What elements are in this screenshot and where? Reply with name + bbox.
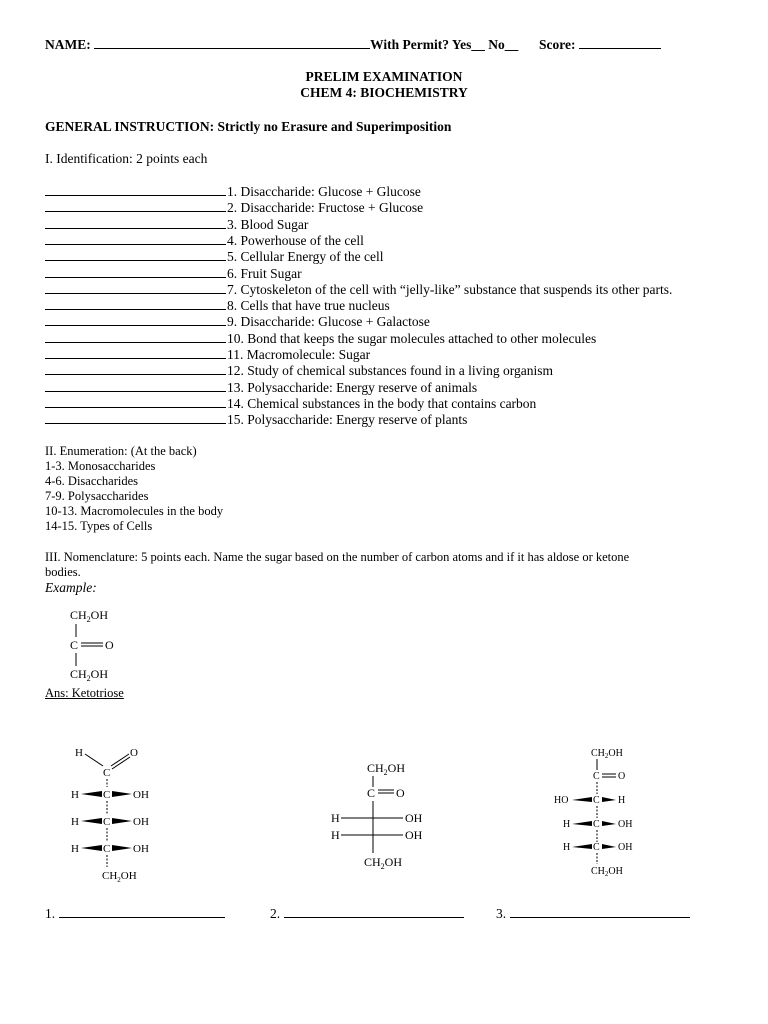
answer-blank[interactable] [45, 217, 226, 229]
identification-item-text: 9. Disaccharide: Glucose + Galactose [227, 314, 430, 330]
identification-item [45, 282, 672, 298]
enumeration-item: 4-6. Disaccharides [45, 474, 139, 488]
identification-item [45, 347, 370, 363]
identification-item [45, 266, 302, 282]
identification-item-text: 15. Polysaccharide: Energy reserve of plants [227, 412, 468, 428]
answer-blank[interactable] [45, 298, 226, 310]
instruction-label: GENERAL INSTRUCTION: [45, 119, 215, 134]
example-label: Example: [45, 580, 97, 595]
identification-item [45, 184, 421, 200]
answer-blank[interactable] [45, 249, 226, 261]
example-ketotriose-structure [60, 603, 140, 683]
identification-item-text: 12. Study of chemical substances found in a living organism [227, 363, 553, 379]
identification-item-text: 4. Powerhouse of the cell [227, 232, 364, 248]
answer-blank[interactable] [45, 347, 226, 359]
enumeration-item: 7-9. Polysaccharides [45, 489, 149, 503]
example-ch2oh-bottom: $CH_2OH$ [70, 667, 109, 683]
nomenclature-heading: III. Nomenclature: 5 points each. Name the sugar based on the number of carbon atoms and if it has aldose or ketone [45, 550, 630, 564]
molecule-2-structure [326, 758, 436, 874]
instruction-text: Strictly no Erasure and Superimposition [217, 119, 452, 134]
example-oxygen: O [105, 638, 114, 652]
mol2-oxygen: O [396, 786, 405, 800]
identification-item-text: 10. Bond that keeps the sugar molecules attached to other molecules [227, 330, 597, 346]
mol3-c5: C [593, 842, 600, 853]
mol1-c2-oh: OH [133, 789, 149, 801]
identification-item [45, 200, 423, 216]
answer-blank[interactable] [45, 363, 226, 375]
enumeration-item: 1-3. Monosaccharides [45, 459, 156, 473]
identification-item-text: 8. Cells that have true nucleus [227, 298, 390, 314]
example-ch2oh-top: $CH_2OH$ [70, 608, 109, 624]
identification-item [45, 217, 308, 233]
mol2-c3-h: H [331, 811, 340, 825]
mol1-c3-oh: OH [133, 816, 149, 828]
course-title: CHEM 4: BIOCHEMISTRY [300, 85, 468, 100]
general-instruction [45, 119, 451, 135]
example-answer: Ans: Ketotriose [45, 686, 124, 700]
mol3-c5-oh: OH [618, 842, 633, 853]
mol1-c3-h: H [71, 816, 79, 828]
identification-item-text: 1. Disaccharide: Glucose + Glucose [227, 184, 421, 199]
mol3-c4: C [593, 819, 600, 830]
mol2-c3-oh: OH [405, 811, 423, 825]
identification-item [45, 380, 477, 396]
answer-blank[interactable] [45, 200, 226, 212]
identification-item [45, 412, 467, 428]
nomenclature-heading-cont: bodies. [45, 565, 81, 579]
enumeration-item: 14-15. Types of Cells [45, 519, 153, 533]
answer-2-label: 2. [270, 906, 281, 921]
mol3-oxygen: O [618, 771, 626, 782]
answer-3 [496, 906, 690, 922]
identification-item-text: 14. Chemical substances in the body that contains carbon [227, 395, 537, 411]
mol1-aldehyde-o: O [130, 747, 138, 759]
header-line [45, 37, 661, 53]
example-carbon: C [70, 638, 79, 652]
mol1-c3: C [103, 816, 111, 828]
mol1-c4: C [103, 843, 111, 855]
mol3-c3: C [593, 795, 600, 806]
mol3-c4-h: H [563, 819, 571, 830]
identification-item-text: 6. Fruit Sugar [227, 265, 302, 281]
mol2-ch2oh-top: $CH_2OH$ [367, 761, 406, 777]
identification-item-text: 3. Blood Sugar [227, 216, 309, 232]
answer-blank[interactable] [45, 380, 226, 392]
answer-1 [45, 906, 225, 922]
identification-item [45, 331, 596, 347]
identification-item [45, 314, 430, 330]
answer-blank[interactable] [45, 412, 226, 424]
answer-blank[interactable] [45, 266, 226, 278]
identification-item-text: 5. Cellular Energy of the cell [227, 249, 384, 265]
mol1-c4-h: H [71, 843, 79, 855]
mol1-ch2oh: $CH_2OH$ [102, 870, 137, 884]
answer-blank[interactable] [45, 282, 226, 294]
mol2-c4-oh: OH [405, 828, 423, 842]
permit-label: With Permit? Yes__ No__ [370, 37, 519, 52]
answer-1-field[interactable] [59, 906, 225, 918]
answer-1-label: 1. [45, 906, 56, 921]
name-field[interactable] [94, 37, 370, 49]
enumeration-item: 10-13. Macromolecules in the body [45, 504, 224, 518]
name-label: NAME: [45, 37, 91, 52]
mol2-c4-h: H [331, 828, 340, 842]
identification-item [45, 363, 553, 379]
identification-item-text: 2. Disaccharide: Fructose + Glucose [227, 200, 424, 216]
identification-item [45, 298, 390, 314]
score-label: Score: [538, 37, 576, 52]
identification-item [45, 396, 536, 412]
identification-item-text: 13. Polysaccharide: Energy reserve of animals [227, 379, 478, 395]
mol3-c5-h: H [563, 842, 571, 853]
identification-item [45, 233, 364, 249]
mol3-carbonyl-c: C [593, 771, 600, 782]
enumeration-heading: II. Enumeration: (At the back) [45, 444, 197, 458]
mol1-c1: C [103, 767, 111, 779]
answer-blank[interactable] [45, 396, 226, 408]
answer-blank[interactable] [45, 331, 226, 343]
mol3-c3-ho: HO [554, 795, 569, 806]
mol1-c2: C [103, 789, 111, 801]
identification-item [45, 249, 383, 265]
mol2-carbonyl-c: C [367, 786, 376, 800]
answer-3-label: 3. [496, 906, 507, 921]
answer-2 [270, 906, 464, 922]
mol3-c4-oh: OH [618, 819, 633, 830]
answer-blank[interactable] [45, 233, 226, 245]
answer-blank[interactable] [45, 314, 226, 326]
identification-heading: I. Identification: 2 points each [45, 151, 208, 166]
mol1-c4-oh: OH [133, 843, 149, 855]
molecule-3-structure [553, 743, 653, 879]
molecule-1-structure [66, 742, 166, 884]
mol3-c3-h: H [618, 795, 626, 806]
score-field[interactable] [579, 37, 661, 49]
identification-item-text: 11. Macromolecule: Sugar [227, 347, 371, 362]
mol3-ch2oh-top: $CH_2OH$ [591, 748, 623, 760]
answer-blank[interactable] [45, 184, 226, 196]
mol2-ch2oh-bottom: $CH_2OH$ [364, 855, 403, 871]
answer-2-field[interactable] [284, 906, 464, 918]
identification-item-text: 7. Cytoskeleton of the cell with “jelly-like” substance that suspends its other parts. [227, 281, 673, 297]
answer-3-field[interactable] [510, 906, 690, 918]
mol3-ch2oh-bottom: $CH_2OH$ [591, 866, 623, 878]
mol1-c2-h: H [71, 789, 79, 801]
exam-title: PRELIM EXAMINATION [305, 69, 463, 84]
mol1-aldehyde-h: H [75, 747, 83, 759]
